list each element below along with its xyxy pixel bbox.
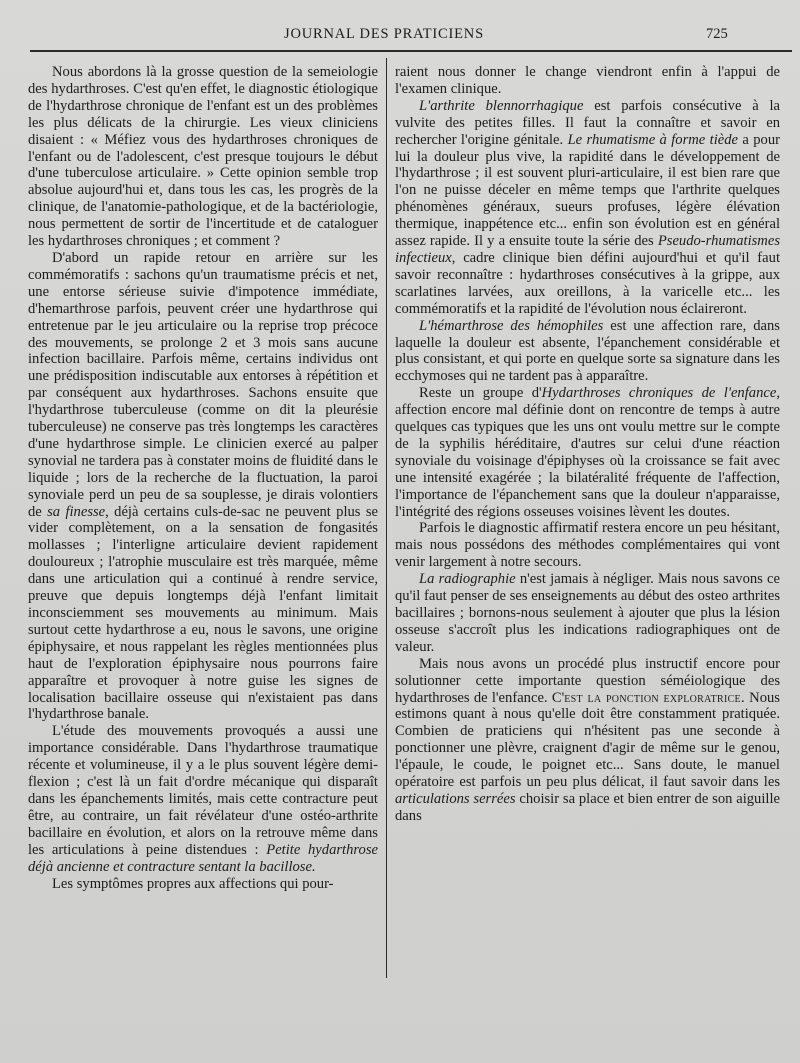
- paragraph: La radiographie n'est jamais à négliger. Mais nous savons ce qu'il faut penser de ses enseignements au début des osteo arthrites bacillaires ; bornons-nous seulement à ajouter que plus la lésion osseuse s'accroît plus les indications radiographiques ont de valeur.: [395, 571, 780, 655]
- column-divider: [386, 58, 387, 978]
- paragraph: raient nous donner le change viendront enfin à l'appui de l'examen clinique.: [395, 64, 780, 97]
- journal-title: JOURNAL DES PRATICIENS: [284, 26, 484, 42]
- paragraph: L'arthrite blennorrhagique est parfois consécutive à la vulvite des petites filles. Il faut la connaître et savoir en rechercher l'origine génitale. Le rhumatisme à forme tiède a pour lui la douleur plus vive, la rapidité dans le développement de l'hydarthrose ; il est souvent pluri-articulaire, il est bien rare que l'on ne puisse déceler en même temps que l'arthrite quelques phénomènes généraux, sueurs profuses, légère élévation thermique, inappétence etc... enfin son évolution est en général assez rapide. Il y a ensuite toute la série des Pseudo-rhumatismes infectieux, cadre clinique bien défini aujourd'hui et qu'il faut savoir reconnaître : hydarthroses consécutives à la grippe, aux scarlatines larvées, aux oreillons, à la varicelle etc... les commémoratifs et la rapidité de l'évolution nous éclaireront.: [395, 97, 781, 317]
- paragraph: L'étude des mouvements provoqués a aussi une importance considérable. Dans l'hydarthrose traumatique récente et volumineuse, il y a le plus souvent légère demi-flexion ; c'est là un fait d'ordre mécanique qui disparaît dans les épanchements limités, mais cette contracture peut être, au contraire, un fait révélateur d'une ostéo-arthrite bacillaire en évolution, et alors on la retrouve même dans les articulations à peine distendues : Petite hydarthrose déjà ancienne et contracture sentant la bacillose.: [28, 723, 379, 875]
- paragraph: Les symptômes propres aux affections qui pour-: [52, 875, 334, 892]
- paragraph: D'abord un rapide retour en arrière sur les commémoratifs : sachons qu'un traumatisme précis et net, une entorse sérieuse suivie d'impotence immédiate, d'hemarthrose parfois, peuvent créer une hydarthrose qui entretenue par le jeu articulaire ou la reprise trop précoce des mouvements, se prolonge 2 et 3 mois sans aucune infection bacillaire. Parfois même, certains individus ont une prédisposition indiscutable aux entorses à répétition et par conséquent aux hydarthroses. Sachons ensuite que l'hydarthrose tuberculeuse (comme on dit la pleurésie tuberculeuse) ne conserve pas très longtemps les caractères d'une hydarthrose simple. Le clinicien exercé au palper synovial ne tardera pas à constater moins de fluidité dans le liquide ; lors de la recherche de la fluctuation, la paroi synoviale perd un peu de sa souplesse, je dirais volontiers de sa finesse, déjà certains culs-de-sac ne peuvent plus se vider complètement, on a la sensation de fongasités mollasses ; l'interligne articulaire devient rapidement douloureux ; l'atrophie musculaire est très marquée, même dans une articulation qui a continué à rendre service, preuve que depuis longtemps déjà l'enfant limitait inconsciemment ses mouvements au minimum. Mais surtout cette hydarthrose a eu, nous le savons, une origine épiphysaire, et nous rappelant les règles mentionnées plus haut de l'exploration épiphysaire nous pourrons faire apparaître et provoquer à notre guise les signes de localisation bacillaire osseuse qui n'existaient pas dans l'hydarthrose banale.: [28, 249, 378, 723]
- running-header: [0, 26, 800, 46]
- paragraph: Mais nous avons un procédé plus instructif encore pour solutionner cette importante question séméiologique des hydarthroses de l'enfance. C'est la ponction exploratrice. Nous estimons quant à nous qu'elle doit être constamment pratiquée. Combien de praticiens qui n'hésitent pas une seconde à ponctionner une plèvre, craignent d'agir de même sur le genou, l'épaule, le coude, le poignet etc... Sans doute, le manuel opératoire est parfois un peu plus délicat, il faut savoir dans les articulations serrées choisir sa place et bien entrer de son aiguille dans: [395, 655, 780, 824]
- paragraph: Reste un groupe d'Hydarthroses chroniques de l'enfance, affection encore mal définie dont on rencontre de temps à autre quelques cas typiques que les uns ont voulu mettre sur le compte de la syphilis héréditaire, d'autres sur celui d'une réaction synoviale du voisinage d'épiphyses où la croissance se fait avec une intensité exagérée ; la bilatéralité fréquente de l'affection, l'importance de l'épanchement sans que la douleur n'apparaisse, l'intégrité des régions osseuses voisines lèvent les doutes.: [395, 385, 780, 520]
- paragraph: L'hémarthrose des hémophiles est une affection rare, dans laquelle la douleur est absente, l'épanchement considérable et plus consistant, et qui porte en quelque sorte sa signature dans les ecchymoses qui ne tardent pas à apparaître.: [395, 317, 780, 385]
- right-column: [395, 64, 780, 825]
- paragraph: Nous abordons là la grosse question de la semeiologie des hydarthroses. C'est qu'en effet, le diagnostic étiologique de l'hydarthrose chronique de l'enfant est un des problèmes les plus délicats de la chirurgie. Les vieux cliniciens disaient : « Méfiez vous des hydarthroses chroniques de l'enfant ou de l'adolescent, c'est presque toujours le début d'une tuberculose articulaire. » Cette opinion semble trop absolue aujourd'hui et, dans tous les cas, les progrès de la clinique, de l'anatomie-pathologique, et de la bactériologie, nous permettent de sortir de l'incertitude et de cataloguer les hydarthroses chroniques ; et comment ?: [28, 64, 378, 250]
- paragraph: Parfois le diagnostic affirmatif restera encore un peu hésitant, mais nous possédons des méthodes complémentaires qui vont venir largement à notre secours.: [395, 520, 780, 571]
- header-rule: [30, 50, 792, 52]
- page-number: 725: [706, 26, 728, 42]
- left-column: [28, 64, 378, 892]
